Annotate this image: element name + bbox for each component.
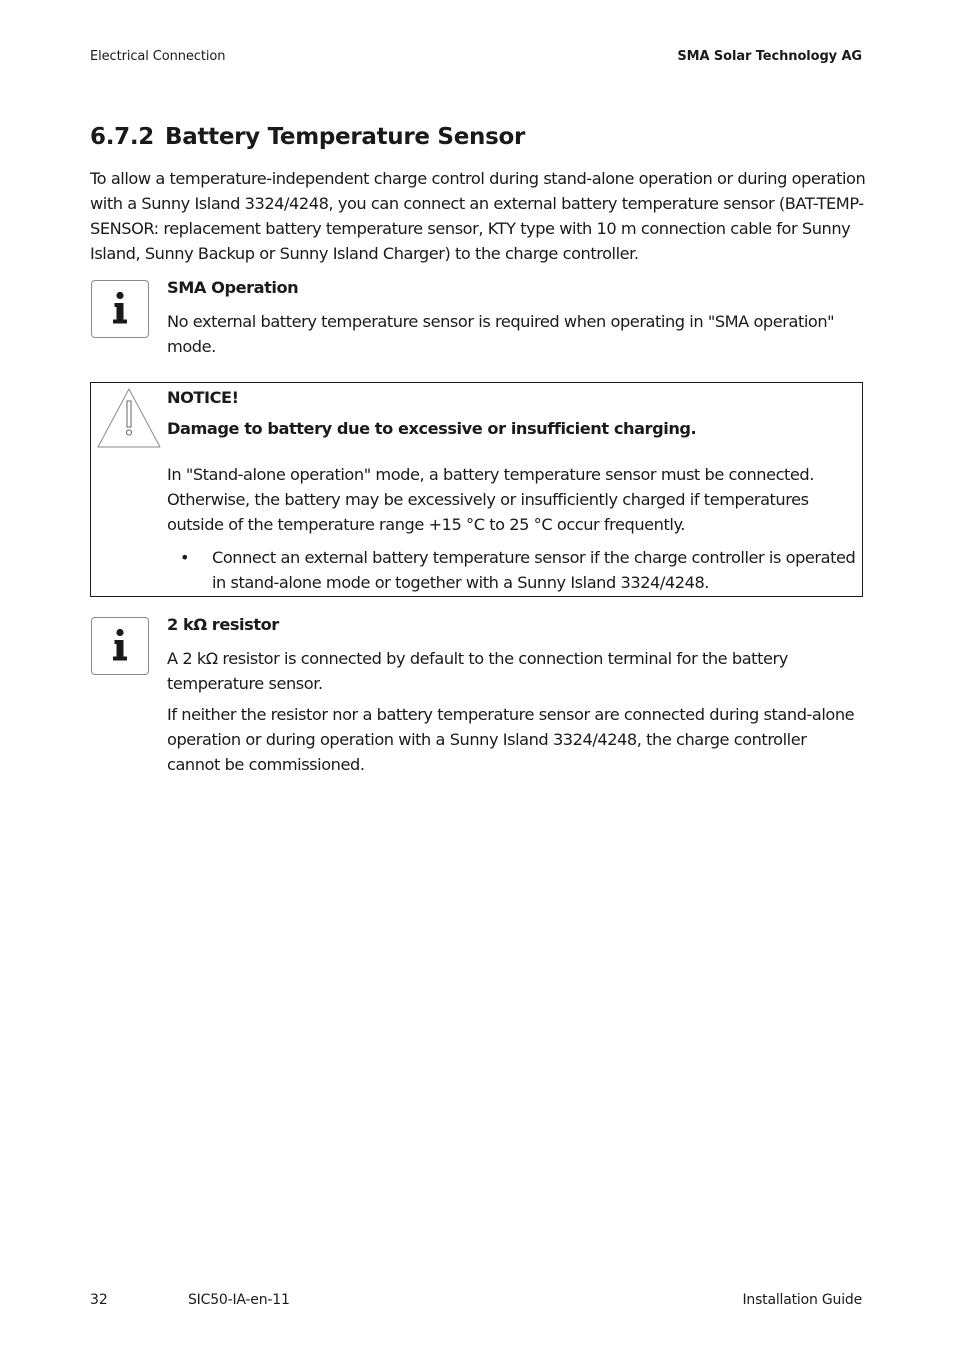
section-title-text: Battery Temperature Sensor <box>165 124 525 150</box>
resistor-text-1: A 2 kΩ resistor is connected by default to the connection terminal for the battery temperature sensor. <box>167 649 788 693</box>
notice-headline: Damage to battery due to excessive or insufficient charging. <box>167 419 697 438</box>
warning-triangle-icon <box>95 386 163 454</box>
footer-doc-code: SIC50-IA-en-11 <box>188 1292 290 1308</box>
sma-operation-title: SMA Operation <box>167 278 299 297</box>
footer-doc-type: Installation Guide <box>742 1292 862 1308</box>
sma-operation-text: No external battery temperature sensor is required when operating in "SMA operation" mode. <box>167 312 835 356</box>
notice-text: In "Stand-alone operation" mode, a battery temperature sensor must be connected. Otherwise, the battery may be excessively or insufficiently charged if temperatures outside of the temperature range +15 °C to 25 °C occur frequently. <box>167 465 814 534</box>
notice-bullet-item: Connect an external battery temperature sensor if the charge controller is operated in stand-alone mode or together with a Sunny Island 3324/4248. <box>212 548 856 592</box>
bullet-marker: • <box>180 548 190 567</box>
intro-paragraph: To allow a temperature-independent charge control during stand-alone operation or during operation with a Sunny Island 3324/4248, you can connect an external battery temperature sensor (BAT-TEMP-SENSOR: replacement battery temperature sensor, KTY type with 10 m connection cable for Sunny Island, Sunny Backup or Sunny Island Charger) to the charge controller. <box>90 169 866 263</box>
info-icon <box>91 280 149 338</box>
section-number: 6.7.2 <box>90 124 154 150</box>
footer-page-number: 32 <box>90 1292 108 1308</box>
resistor-text-2: If neither the resistor nor a battery temperature sensor are connected during stand-alone operation or during operation with a Sunny Island 3324/4248, the charge controller cannot be commissioned. <box>167 705 855 774</box>
header-company: SMA Solar Technology AG <box>677 49 862 64</box>
notice-label: NOTICE! <box>167 388 239 407</box>
section-title <box>90 124 525 150</box>
info-icon <box>91 617 149 675</box>
resistor-title: 2 kΩ resistor <box>167 615 279 634</box>
header-chapter: Electrical Connection <box>90 49 226 64</box>
